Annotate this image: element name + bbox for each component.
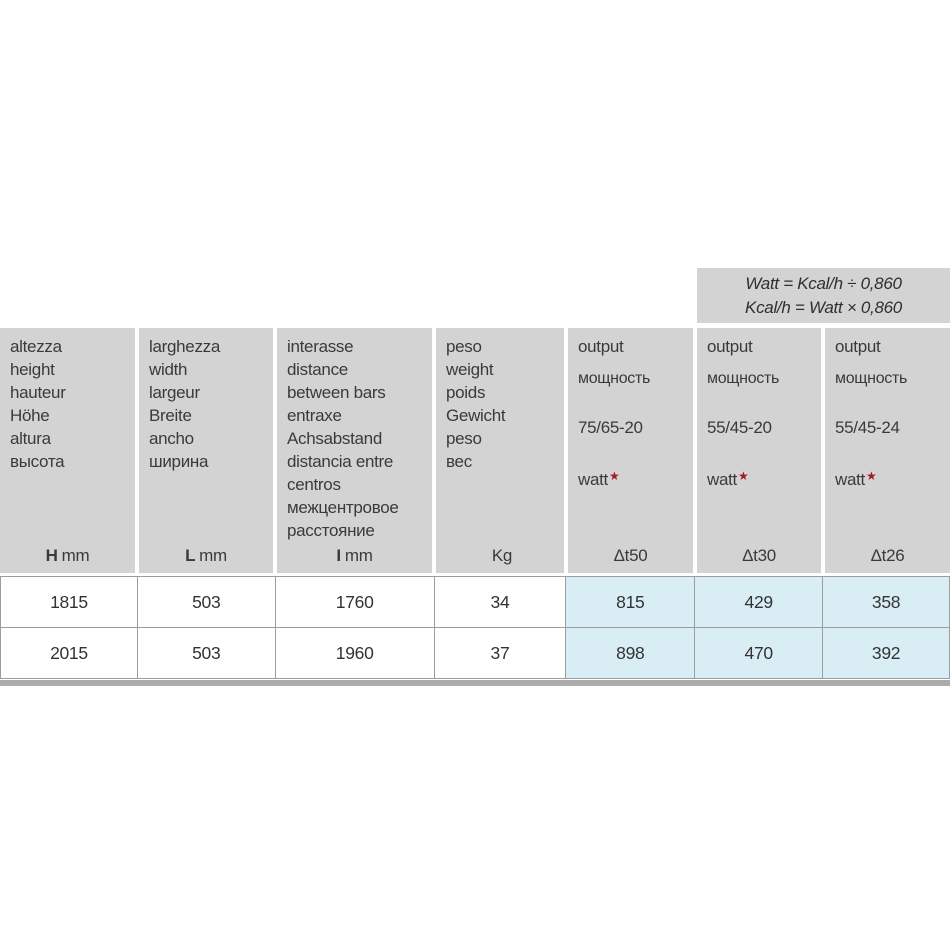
unit-dt50: Δt50: [613, 546, 648, 565]
label-distance-en2: between bars: [287, 383, 386, 402]
label-distance-es2: centros: [287, 475, 341, 494]
output-title-dt26: output: [835, 337, 881, 356]
conversion-formula-box: [697, 268, 950, 323]
output-watt-dt26: watt★: [835, 469, 877, 489]
label-weight-fr: poids: [446, 383, 486, 402]
output-title-dt30: output: [707, 337, 753, 356]
formula-line-watt: Watt = Kcal/h ÷ 0,860: [745, 274, 902, 293]
label-weight-ru: вес: [446, 452, 472, 471]
red-star-icon: ★: [737, 469, 749, 483]
output-watt-dt50: watt★: [578, 469, 620, 489]
output-regime-dt50: 75/65-20: [578, 418, 643, 437]
label-weight-it: peso: [446, 337, 482, 356]
cell-height: 1815: [1, 577, 138, 628]
label-distance-de: Achsabstand: [287, 429, 382, 448]
label-distance-ru1: межцентровое: [287, 498, 399, 517]
label-weight-de: Gewicht: [446, 406, 506, 425]
unit-weight: Kg: [491, 546, 513, 565]
cell-output-dt50: 815: [566, 577, 695, 628]
label-distance-ru2: расстояние: [287, 521, 375, 540]
cell-weight: 37: [435, 628, 567, 679]
label-width-ru: ширина: [149, 452, 209, 471]
cell-width: 503: [138, 577, 276, 628]
unit-dt26: Δt26: [870, 546, 905, 565]
table-row: [1, 577, 950, 628]
cell-output-dt26: 392: [823, 628, 950, 679]
cell-output-dt50: 898: [566, 628, 695, 679]
red-star-icon: ★: [608, 469, 620, 483]
cell-height: 2015: [1, 628, 138, 679]
label-width-en: width: [149, 360, 188, 379]
label-distance-en1: distance: [287, 360, 348, 379]
label-distance-it: interasse: [287, 337, 354, 356]
formula-line-kcal: Kcal/h = Watt × 0,860: [745, 298, 902, 317]
output-regime-dt26: 55/45-24: [835, 418, 900, 437]
label-width-de: Breite: [149, 406, 192, 425]
unit-dt30: Δt30: [742, 546, 776, 565]
label-height-fr: hauteur: [10, 383, 66, 402]
spec-table-data: [0, 576, 950, 679]
table-row: [1, 628, 950, 679]
header-cell-weight: [436, 328, 564, 573]
label-distance-es1: distancia entre: [287, 452, 394, 471]
cell-output-dt30: 429: [695, 577, 823, 628]
red-star-icon: ★: [865, 469, 877, 483]
spec-table-header: [0, 328, 950, 573]
label-weight-es: peso: [446, 429, 482, 448]
label-distance-fr: entraxe: [287, 406, 342, 425]
label-height-en: height: [10, 360, 55, 379]
header-cell-width: [139, 328, 273, 573]
cell-width: 503: [138, 628, 276, 679]
cell-distance: 1760: [276, 577, 435, 628]
output-title-ru-dt26: мощность: [835, 370, 908, 387]
cell-weight: 34: [435, 577, 567, 628]
header-cell-output-dt30: [697, 328, 821, 573]
label-weight-en: weight: [446, 360, 494, 379]
header-cell-height: [0, 328, 135, 573]
header-cell-output-dt50: [568, 328, 693, 573]
output-title-ru-dt30: мощность: [707, 370, 780, 387]
output-title-ru-dt50: мощность: [578, 370, 651, 387]
output-title-dt50: output: [578, 337, 624, 356]
table-bottom-edge: [0, 680, 950, 686]
label-height-it: altezza: [10, 337, 62, 356]
unit-distance: I mm: [336, 546, 373, 565]
cell-output-dt30: 470: [695, 628, 823, 679]
unit-height: H mm: [45, 546, 90, 565]
cell-distance: 1960: [276, 628, 435, 679]
output-regime-dt30: 55/45-20: [707, 418, 772, 437]
header-cell-output-dt26: [825, 328, 950, 573]
label-height-es: altura: [10, 429, 51, 448]
label-height-ru: высота: [10, 452, 65, 471]
cell-output-dt26: 358: [823, 577, 950, 628]
label-width-es: ancho: [149, 429, 194, 448]
label-width-fr: largeur: [149, 383, 200, 402]
header-cell-distance: [277, 328, 432, 573]
output-watt-dt30: watt★: [707, 469, 749, 489]
unit-width: L mm: [185, 546, 227, 565]
label-height-de: Höhe: [10, 406, 50, 425]
label-width-it: larghezza: [149, 337, 221, 356]
